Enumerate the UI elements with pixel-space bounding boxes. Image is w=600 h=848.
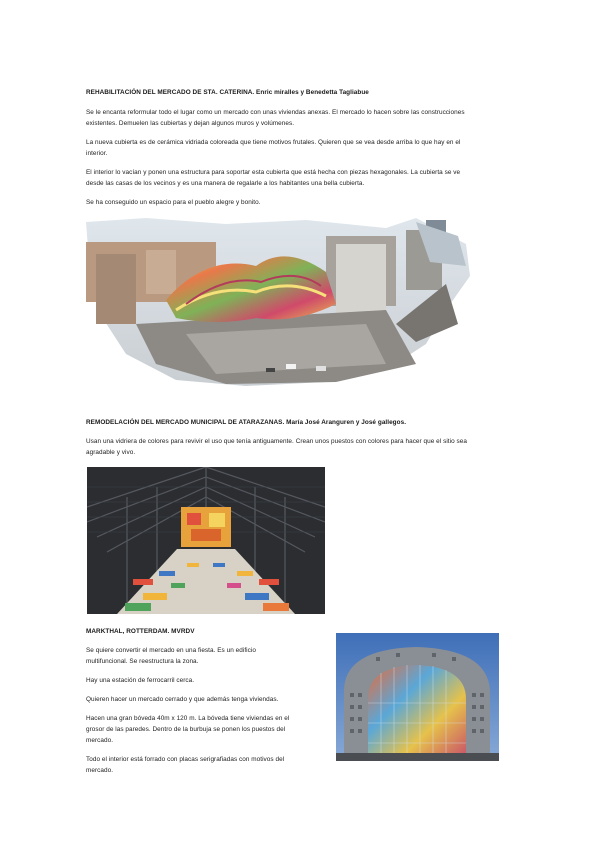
section1-paragraph-2-line-2: interior.	[86, 150, 108, 157]
section2-paragraph-1-line-1: Usan una vidriera de colores para revivir el uso que tenía antiguamente. Crean unos puestos con colores para hacer que el sitio sea	[86, 438, 467, 445]
section3-paragraph-3: Quieren hacer un mercado cerrado y que además tenga viviendas.	[86, 696, 279, 703]
section3-paragraph-5-line-2: mercado.	[86, 767, 114, 774]
section3-paragraph-2: Hay una estación de ferrocarril cerca.	[86, 677, 195, 684]
section3-paragraph-4-line-3: mercado.	[86, 737, 114, 744]
section1-paragraph-1-line-1: Se le encanta reformular todo el lugar como un mercado con unas viviendas anexas. El mercado lo hacen sobre las construcciones	[86, 109, 465, 116]
section3-paragraph-1-line-1: Se quiere convertir el mercado en una fiesta. Es un edificio	[86, 647, 256, 654]
santa-caterina-collage-image	[86, 214, 470, 386]
section1-paragraph-4: Se ha conseguido un espacio para el pueblo alegre y bonito.	[86, 199, 261, 206]
section1-paragraph-3-line-1: El interior lo vacían y ponen una estructura para soportar esta cubierta que está hecha con piezas hexagonales. La cubierta se ve	[86, 169, 461, 176]
section1-paragraph-1-line-2: existentes. Demuelen las cubiertas y dejan algunos muros y volúmenes.	[86, 120, 295, 127]
section3-paragraph-5-line-1: Todo el interior está forrado con placas serigrafiadas con motivos del	[86, 756, 285, 763]
section1-heading: REHABILITACIÓN DEL MERCADO DE STA. CATERINA. Enric miralles y Benedetta Tagliabue	[86, 89, 369, 96]
section3-paragraph-4-line-1: Hacen una gran bóveda 40m x 120 m. La bóveda tiene viviendas en el	[86, 715, 290, 722]
markthal-image	[336, 633, 499, 761]
atarazanas-market-image	[87, 467, 325, 614]
section1-paragraph-2-line-1: La nueva cubierta es de cerámica vidriada coloreada que tiene motivos frutales. Quieren que se vea desde arriba lo que hay en el	[86, 139, 461, 146]
section1-paragraph-3-line-2: desde las casas de los vecinos y es una manera de regalarle a los habitantes una bella cubierta.	[86, 180, 365, 187]
section3-paragraph-4-line-2: grosor de las paredes. Dentro de la burbuja se ponen los puestos del	[86, 726, 286, 733]
section2-heading: REMODELACIÓN DEL MERCADO MUNICIPAL DE ATARAZANAS. María José Aranguren y José gallegos.	[86, 419, 407, 426]
section3-heading: MARKTHAL, ROTTERDAM. MVRDV	[86, 628, 195, 635]
section3-paragraph-1-line-2: multifuncional. Se reestructura la zona.	[86, 658, 199, 665]
section2-paragraph-1-line-2: agradable y vivo.	[86, 449, 136, 456]
